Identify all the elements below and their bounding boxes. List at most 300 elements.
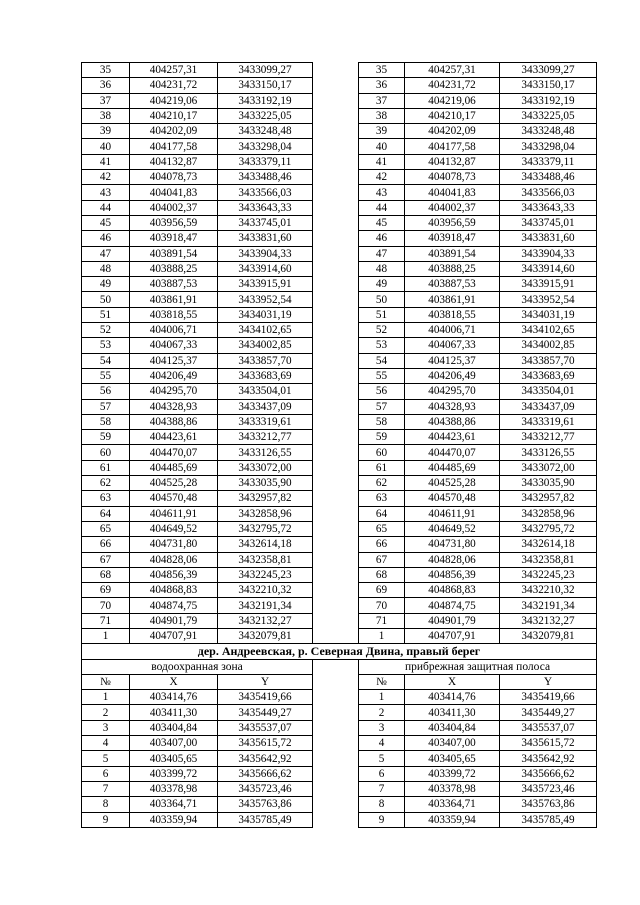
column-gap	[313, 139, 359, 154]
left-point-number: 38	[82, 108, 130, 123]
right-point-number: 70	[359, 598, 405, 613]
left-point-number: 2	[82, 705, 130, 720]
left-point-number: 47	[82, 246, 130, 261]
table-row	[82, 613, 597, 628]
table-row	[82, 521, 597, 536]
table-row	[82, 583, 597, 598]
left-point-number: 36	[82, 78, 130, 93]
left-point-number: 52	[82, 323, 130, 338]
right-x-value: 403818,55	[405, 307, 500, 322]
right-y-value: 3433437,09	[500, 399, 597, 414]
left-x-value: 404125,37	[130, 353, 218, 368]
left-x-value: 404570,48	[130, 491, 218, 506]
column-gap	[313, 93, 359, 108]
left-y-value: 3433035,90	[218, 476, 313, 491]
left-point-number: 50	[82, 292, 130, 307]
right-y-value: 3432191,34	[500, 598, 597, 613]
right-x-value: 404388,86	[405, 414, 500, 429]
right-point-number: 48	[359, 261, 405, 276]
left-point-number: 7	[82, 781, 130, 796]
left-x-value: 403411,30	[130, 705, 218, 720]
column-gap	[313, 812, 359, 827]
left-y-value: 3433212,77	[218, 430, 313, 445]
left-y-value: 3435419,66	[218, 690, 313, 705]
left-x-value: 404388,86	[130, 414, 218, 429]
section-title: дер. Андреевская, р. Северная Двина, правый берег	[82, 644, 597, 659]
right-x-value: 404210,17	[405, 108, 500, 123]
column-gap	[313, 368, 359, 383]
right-y-value: 3433248,48	[500, 124, 597, 139]
left-y-value: 3434002,85	[218, 338, 313, 353]
right-y-value: 3433745,01	[500, 215, 597, 230]
left-y-value: 3433126,55	[218, 445, 313, 460]
left-x-value: 404002,37	[130, 200, 218, 215]
right-y-value: 3433099,27	[500, 63, 597, 78]
left-y-value: 3432795,72	[218, 521, 313, 536]
right-x-value: 404041,83	[405, 185, 500, 200]
left-y-value: 3433904,33	[218, 246, 313, 261]
left-point-number: 67	[82, 552, 130, 567]
table-row	[82, 277, 597, 292]
left-x-value: 404257,31	[130, 63, 218, 78]
left-y-value: 3433298,04	[218, 139, 313, 154]
left-point-number: 57	[82, 399, 130, 414]
column-gap	[313, 353, 359, 368]
right-x-value: 403918,47	[405, 231, 500, 246]
left-point-number: 66	[82, 537, 130, 552]
right-y-value: 3433488,46	[500, 170, 597, 185]
right-point-number: 2	[359, 705, 405, 720]
zone-label-row	[82, 659, 597, 674]
column-gap	[313, 751, 359, 766]
left-x-value: 403891,54	[130, 246, 218, 261]
right-y-value: 3432858,96	[500, 506, 597, 521]
left-point-number: 35	[82, 63, 130, 78]
left-x-value: 404219,06	[130, 93, 218, 108]
right-y-value: 3433914,60	[500, 261, 597, 276]
right-point-number: 71	[359, 613, 405, 628]
table-row	[82, 261, 597, 276]
right-y-value: 3433319,61	[500, 414, 597, 429]
right-x-value: 404901,79	[405, 613, 500, 628]
left-y-value: 3432858,96	[218, 506, 313, 521]
table-row	[82, 797, 597, 812]
coastal-protective-strip-label: прибрежная защитная полоса	[359, 659, 597, 674]
right-x-value: 404257,31	[405, 63, 500, 78]
right-y-value: 3433212,77	[500, 430, 597, 445]
right-point-number: 55	[359, 368, 405, 383]
left-y-value: 3435642,92	[218, 751, 313, 766]
left-x-value: 404177,58	[130, 139, 218, 154]
left-point-number: 48	[82, 261, 130, 276]
right-point-number: 56	[359, 384, 405, 399]
column-gap	[313, 185, 359, 200]
left-point-number: 51	[82, 307, 130, 322]
table-row	[82, 170, 597, 185]
left-x-value: 404611,91	[130, 506, 218, 521]
left-point-number: 1	[82, 690, 130, 705]
table-row	[82, 781, 597, 796]
left-y-value: 3435785,49	[218, 812, 313, 827]
right-point-number: 42	[359, 170, 405, 185]
left-x-value: 404041,83	[130, 185, 218, 200]
right-x-value: 404423,61	[405, 430, 500, 445]
table-row	[82, 414, 597, 429]
left-y-value: 3432210,32	[218, 583, 313, 598]
left-x-value: 404423,61	[130, 430, 218, 445]
left-y-value: 3433643,33	[218, 200, 313, 215]
left-point-number: 69	[82, 583, 130, 598]
right-point-number: 51	[359, 307, 405, 322]
right-x-value: 404611,91	[405, 506, 500, 521]
right-y-value: 3433126,55	[500, 445, 597, 460]
right-point-number: 38	[359, 108, 405, 123]
left-point-number: 71	[82, 613, 130, 628]
right-point-number: 52	[359, 323, 405, 338]
right-x-value: 404707,91	[405, 628, 500, 643]
right-point-number: 54	[359, 353, 405, 368]
left-point-number: 60	[82, 445, 130, 460]
left-y-value: 3435537,07	[218, 720, 313, 735]
right-point-number: 6	[359, 766, 405, 781]
table-row	[82, 705, 597, 720]
right-x-value: 404219,06	[405, 93, 500, 108]
left-y-value: 3435449,27	[218, 705, 313, 720]
table-row	[82, 430, 597, 445]
left-x-value: 404868,83	[130, 583, 218, 598]
right-point-number: 64	[359, 506, 405, 521]
right-point-number: 9	[359, 812, 405, 827]
table-row	[82, 368, 597, 383]
left-number-header: №	[82, 674, 130, 689]
left-y-value: 3433488,46	[218, 170, 313, 185]
left-y-value: 3434102,65	[218, 323, 313, 338]
right-point-number: 69	[359, 583, 405, 598]
left-y-value: 3433745,01	[218, 215, 313, 230]
left-x-value: 403956,59	[130, 215, 218, 230]
left-y-value: 3432358,81	[218, 552, 313, 567]
right-y-value: 3433504,01	[500, 384, 597, 399]
left-point-number: 44	[82, 200, 130, 215]
left-y-value: 3433248,48	[218, 124, 313, 139]
table-row	[82, 399, 597, 414]
left-y-value: 3433857,70	[218, 353, 313, 368]
right-point-number: 67	[359, 552, 405, 567]
left-x-value: 403364,71	[130, 797, 218, 812]
right-point-number: 35	[359, 63, 405, 78]
left-y-value: 3433225,05	[218, 108, 313, 123]
left-x-value: 404132,87	[130, 154, 218, 169]
table-row	[82, 292, 597, 307]
right-y-value: 3432210,32	[500, 583, 597, 598]
left-y-value: 3432245,23	[218, 567, 313, 582]
right-y-value: 3434102,65	[500, 323, 597, 338]
table-row	[82, 751, 597, 766]
right-x-value: 404485,69	[405, 460, 500, 475]
left-x-value: 403359,94	[130, 812, 218, 827]
table-row	[82, 78, 597, 93]
column-gap	[313, 246, 359, 261]
left-point-number: 39	[82, 124, 130, 139]
table-row	[82, 766, 597, 781]
left-point-number: 41	[82, 154, 130, 169]
right-x-value: 404002,37	[405, 200, 500, 215]
right-y-value: 3433379,11	[500, 154, 597, 169]
column-gap	[313, 766, 359, 781]
right-x-value: 404231,72	[405, 78, 500, 93]
left-y-value: 3435666,62	[218, 766, 313, 781]
table-row	[82, 93, 597, 108]
left-point-number: 45	[82, 215, 130, 230]
right-point-number: 43	[359, 185, 405, 200]
column-gap	[313, 414, 359, 429]
right-x-value: 404125,37	[405, 353, 500, 368]
right-y-value: 3433072,00	[500, 460, 597, 475]
right-point-number: 37	[359, 93, 405, 108]
right-x-value: 404828,06	[405, 552, 500, 567]
table-row	[82, 124, 597, 139]
right-y-value: 3435763,86	[500, 797, 597, 812]
right-point-number: 53	[359, 338, 405, 353]
right-x-value: 403378,98	[405, 781, 500, 796]
right-y-value: 3432245,23	[500, 567, 597, 582]
column-gap	[313, 108, 359, 123]
left-x-value: 403414,76	[130, 690, 218, 705]
right-x-value: 403359,94	[405, 812, 500, 827]
right-point-number: 50	[359, 292, 405, 307]
right-y-value: 3432132,27	[500, 613, 597, 628]
left-x-value: 403888,25	[130, 261, 218, 276]
right-x-value: 404525,28	[405, 476, 500, 491]
left-point-number: 54	[82, 353, 130, 368]
left-point-number: 5	[82, 751, 130, 766]
right-x-value: 403414,76	[405, 690, 500, 705]
right-x-value: 403887,53	[405, 277, 500, 292]
column-gap	[313, 506, 359, 521]
right-x-header: X	[405, 674, 500, 689]
left-point-number: 59	[82, 430, 130, 445]
left-x-value: 403378,98	[130, 781, 218, 796]
right-y-value: 3433566,03	[500, 185, 597, 200]
right-point-number: 65	[359, 521, 405, 536]
table-row	[82, 537, 597, 552]
table-row	[82, 628, 597, 643]
left-point-number: 68	[82, 567, 130, 582]
table-row	[82, 215, 597, 230]
column-gap	[313, 736, 359, 751]
right-y-value: 3435723,46	[500, 781, 597, 796]
table-row	[82, 246, 597, 261]
right-y-value: 3434031,19	[500, 307, 597, 322]
left-x-value: 404731,80	[130, 537, 218, 552]
column-gap	[313, 231, 359, 246]
right-point-number: 40	[359, 139, 405, 154]
left-point-number: 53	[82, 338, 130, 353]
right-x-value: 404868,83	[405, 583, 500, 598]
left-point-number: 1	[82, 628, 130, 643]
left-x-value: 404006,71	[130, 323, 218, 338]
left-y-value: 3433952,54	[218, 292, 313, 307]
column-gap	[313, 476, 359, 491]
table-row	[82, 63, 597, 78]
left-y-value: 3433566,03	[218, 185, 313, 200]
column-gap	[313, 154, 359, 169]
right-y-value: 3435615,72	[500, 736, 597, 751]
right-y-value: 3433831,60	[500, 231, 597, 246]
left-x-value: 404485,69	[130, 460, 218, 475]
water-protection-zone-label: водоохранная зона	[82, 659, 313, 674]
column-gap	[313, 613, 359, 628]
left-point-number: 9	[82, 812, 130, 827]
right-y-value: 3435642,92	[500, 751, 597, 766]
left-x-value: 404210,17	[130, 108, 218, 123]
right-y-value: 3435666,62	[500, 766, 597, 781]
right-y-value: 3433192,19	[500, 93, 597, 108]
right-x-value: 404202,09	[405, 124, 500, 139]
left-y-value: 3435723,46	[218, 781, 313, 796]
coordinates-table-body	[82, 63, 597, 828]
table-row	[82, 231, 597, 246]
left-x-value: 403399,72	[130, 766, 218, 781]
column-gap	[313, 659, 359, 674]
right-x-value: 403364,71	[405, 797, 500, 812]
right-y-value: 3432079,81	[500, 628, 597, 643]
column-gap	[313, 215, 359, 230]
left-x-value: 404707,91	[130, 628, 218, 643]
left-x-value: 404470,07	[130, 445, 218, 460]
table-row	[82, 598, 597, 613]
right-y-value: 3433298,04	[500, 139, 597, 154]
right-number-header: №	[359, 674, 405, 689]
table-row	[82, 353, 597, 368]
column-gap	[313, 781, 359, 796]
column-gap	[313, 705, 359, 720]
column-gap	[313, 323, 359, 338]
right-x-value: 404295,70	[405, 384, 500, 399]
right-x-value: 404328,93	[405, 399, 500, 414]
left-y-value: 3433150,17	[218, 78, 313, 93]
table-row	[82, 476, 597, 491]
right-point-number: 39	[359, 124, 405, 139]
right-point-number: 47	[359, 246, 405, 261]
right-x-value: 404470,07	[405, 445, 500, 460]
left-x-value: 404328,93	[130, 399, 218, 414]
left-y-value: 3434031,19	[218, 307, 313, 322]
right-x-value: 404067,33	[405, 338, 500, 353]
table-row	[82, 736, 597, 751]
right-x-value: 403956,59	[405, 215, 500, 230]
right-x-value: 404649,52	[405, 521, 500, 536]
left-y-value: 3433319,61	[218, 414, 313, 429]
left-x-value: 404874,75	[130, 598, 218, 613]
column-gap	[313, 63, 359, 78]
left-y-value: 3433379,11	[218, 154, 313, 169]
right-y-value: 3432614,18	[500, 537, 597, 552]
left-y-value: 3433683,69	[218, 368, 313, 383]
table-row	[82, 185, 597, 200]
right-y-value: 3435419,66	[500, 690, 597, 705]
right-point-number: 61	[359, 460, 405, 475]
right-x-value: 403404,84	[405, 720, 500, 735]
right-y-header: Y	[500, 674, 597, 689]
left-point-number: 64	[82, 506, 130, 521]
right-x-value: 403888,25	[405, 261, 500, 276]
right-point-number: 3	[359, 720, 405, 735]
right-point-number: 58	[359, 414, 405, 429]
left-x-value: 404295,70	[130, 384, 218, 399]
left-y-value: 3433099,27	[218, 63, 313, 78]
left-y-value: 3435615,72	[218, 736, 313, 751]
left-x-value: 403404,84	[130, 720, 218, 735]
left-x-value: 403918,47	[130, 231, 218, 246]
left-point-number: 56	[82, 384, 130, 399]
right-x-value: 403861,91	[405, 292, 500, 307]
column-gap	[313, 170, 359, 185]
left-y-header: Y	[218, 674, 313, 689]
left-x-value: 404231,72	[130, 78, 218, 93]
right-y-value: 3433857,70	[500, 353, 597, 368]
column-gap	[313, 720, 359, 735]
column-gap	[313, 537, 359, 552]
column-gap	[313, 552, 359, 567]
left-point-number: 46	[82, 231, 130, 246]
table-row	[82, 307, 597, 322]
column-gap	[313, 338, 359, 353]
left-point-number: 70	[82, 598, 130, 613]
table-row	[82, 384, 597, 399]
column-gap	[313, 690, 359, 705]
left-x-value: 404901,79	[130, 613, 218, 628]
left-y-value: 3432957,82	[218, 491, 313, 506]
right-y-value: 3432957,82	[500, 491, 597, 506]
table-row	[82, 108, 597, 123]
right-y-value: 3433952,54	[500, 292, 597, 307]
right-y-value: 3432795,72	[500, 521, 597, 536]
column-gap	[313, 292, 359, 307]
right-point-number: 46	[359, 231, 405, 246]
column-gap	[313, 628, 359, 643]
left-y-value: 3433437,09	[218, 399, 313, 414]
right-x-value: 403407,00	[405, 736, 500, 751]
right-y-value: 3433643,33	[500, 200, 597, 215]
left-y-value: 3432079,81	[218, 628, 313, 643]
table-row	[82, 690, 597, 705]
left-x-header: X	[130, 674, 218, 689]
left-y-value: 3433504,01	[218, 384, 313, 399]
table-row	[82, 491, 597, 506]
left-y-value: 3432614,18	[218, 537, 313, 552]
right-point-number: 60	[359, 445, 405, 460]
right-x-value: 404132,87	[405, 154, 500, 169]
coordinates-table	[81, 62, 597, 828]
right-x-value: 404731,80	[405, 537, 500, 552]
right-x-value: 403399,72	[405, 766, 500, 781]
table-row	[82, 200, 597, 215]
left-point-number: 63	[82, 491, 130, 506]
table-row	[82, 460, 597, 475]
left-x-value: 404649,52	[130, 521, 218, 536]
left-y-value: 3432191,34	[218, 598, 313, 613]
table-row	[82, 506, 597, 521]
right-point-number: 49	[359, 277, 405, 292]
right-point-number: 68	[359, 567, 405, 582]
right-point-number: 59	[359, 430, 405, 445]
right-x-value: 403405,65	[405, 751, 500, 766]
column-gap	[313, 598, 359, 613]
column-header-row	[82, 674, 597, 689]
right-point-number: 66	[359, 537, 405, 552]
right-x-value: 404570,48	[405, 491, 500, 506]
